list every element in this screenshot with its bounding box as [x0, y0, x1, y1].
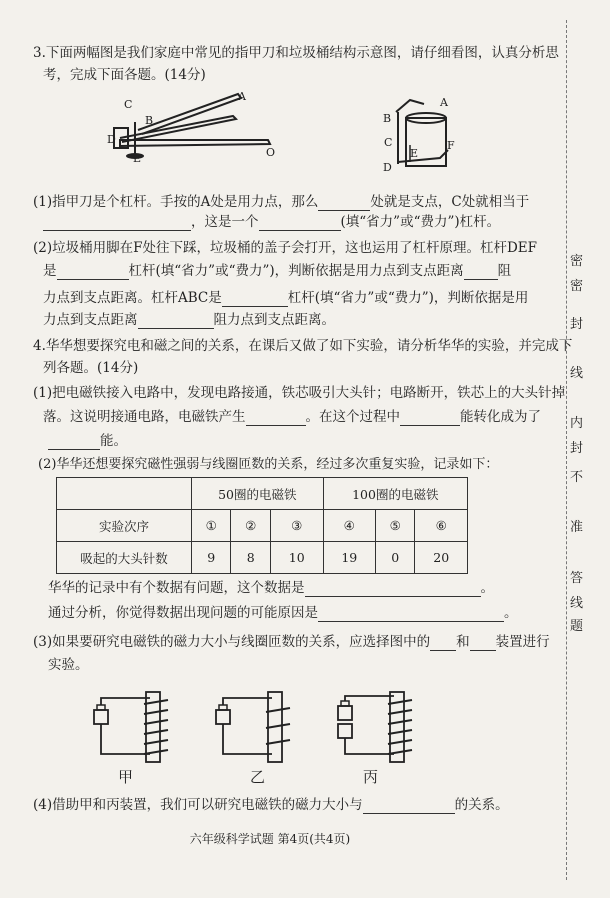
blank-energy-from[interactable]: [400, 411, 460, 426]
circuit-label-yi: 乙: [250, 768, 266, 786]
q3-heading-line2: 考，完成下面各题。(14分): [43, 67, 206, 83]
circuit-label-bing: 丙: [363, 768, 379, 786]
q4-p3-text-b: 和: [456, 634, 470, 650]
trash-label-b: B: [383, 112, 392, 125]
count-cell: 19: [323, 542, 375, 574]
q4-p1-text-c: 。在这个过程中: [305, 409, 400, 425]
clipper-label-e: E: [133, 152, 142, 165]
q3-p1-text-b: 处就是支点，C处就相当于: [370, 194, 530, 210]
count-cell: 9: [192, 542, 231, 574]
circuit-label-jia: 甲: [118, 768, 134, 786]
q4-heading-line1: 4.华华想要探究电和磁之间的关系，在课后又做了如下实验，请分析华华的实验，并完成下: [33, 338, 573, 354]
q3-p2-text-f: 杠杆(填“省力”或“费力”)，判断依据是用: [287, 290, 529, 306]
q3-part1-line1: [33, 193, 529, 211]
period: 。: [480, 580, 494, 596]
period: 。: [504, 605, 518, 621]
q4-p3-text-c: 装置进行: [495, 634, 550, 650]
table-corner-cell: [57, 478, 192, 510]
q3-p1-text-a: (1)指甲刀是个杠杆。手按的A处是用力点，那么: [33, 194, 319, 210]
seal-char: 密: [570, 279, 584, 294]
blank-reason[interactable]: [318, 607, 504, 622]
seal-char: 线: [570, 596, 584, 611]
group-100-header: 100圈的电磁铁: [323, 478, 467, 510]
q3-p2-text-b: 是: [43, 263, 57, 279]
seal-char: 题: [570, 619, 584, 634]
q4-p4-text-a: (4)借助甲和丙装置，我们可以研究电磁铁的磁力大小与: [33, 797, 363, 813]
blank-fulcrum[interactable]: [318, 196, 370, 211]
q4-part2-intro: (2)华华还想要探究磁性强弱与线圈匝数的关系，经过多次重复实验，记录如下：: [38, 457, 499, 472]
trash-label-f: F: [447, 139, 455, 152]
trial-cell: ②: [231, 510, 270, 542]
blank-lever-def[interactable]: [57, 265, 129, 280]
blank-magnetism[interactable]: [246, 411, 306, 426]
trash-can-figure: [380, 90, 470, 175]
group-50-header: 50圈的电磁铁: [192, 478, 324, 510]
q3-p2-text-e: 力点到支点距离。杠杆ABC是: [43, 290, 222, 306]
blank-lever-abc[interactable]: [222, 292, 288, 307]
count-cell: 8: [231, 542, 270, 574]
q3-part2-line1: (2)垃圾桶用脚在F处往下踩，垃圾桶的盖子会打开，这也运用了杠杆原理。杠杆DEF: [33, 240, 538, 256]
q4-part2-line3: [48, 604, 518, 622]
q3-p2-text-c: 杠杆(填“省力”或“费力”)，判断依据是用力点到支点距离: [128, 263, 464, 279]
blank-variable[interactable]: [363, 799, 455, 814]
q3-p2-text-h: 阻力点到支点距离。: [213, 312, 335, 328]
count-cell: 10: [270, 542, 323, 574]
blank-device-1[interactable]: [430, 636, 456, 651]
trash-label-e: E: [410, 147, 419, 160]
seal-char: 封: [570, 441, 584, 456]
seal-char: 不: [570, 470, 584, 485]
seal-char: 密: [570, 254, 584, 269]
q3-part1-line2: [43, 213, 500, 231]
clipper-label-a: A: [238, 90, 246, 103]
count-row-label: 吸起的大头针数: [57, 542, 192, 574]
trial-cell: ⑥: [415, 510, 468, 542]
clipper-label-o: O: [266, 146, 276, 159]
q3-part2-line3: [43, 289, 528, 307]
q4-p4-text-b: 的关系。: [454, 797, 509, 813]
trial-row-label: 实验次序: [57, 510, 192, 542]
q4-heading-line2: 列各题。(14分): [43, 360, 139, 376]
seal-dashed-line: [566, 20, 567, 880]
q4-part1-line3: [48, 432, 127, 450]
q4-part2-line2: [48, 579, 494, 597]
trash-label-d: D: [383, 161, 392, 174]
blank-point-c[interactable]: [43, 216, 191, 231]
trial-cell: ④: [323, 510, 375, 542]
clipper-label-c: C: [124, 98, 133, 111]
trial-cell: ③: [270, 510, 323, 542]
seal-char: 线: [570, 366, 584, 381]
seal-char: 内: [570, 416, 584, 431]
q4-part4-line: [33, 796, 509, 814]
seal-char: 答: [570, 571, 584, 586]
blank-compare-1[interactable]: [464, 265, 498, 280]
experiment-table: [56, 477, 468, 574]
circuit-bing: [332, 688, 424, 768]
q3-p1-text-d: (填“省力”或“费力”)杠杆。: [340, 214, 501, 230]
count-cell: 20: [415, 542, 468, 574]
table-row: [57, 542, 468, 574]
blank-energy-to[interactable]: [48, 435, 100, 450]
blank-device-2[interactable]: [470, 636, 496, 651]
q3-p2-text-g: 力点到支点距离: [43, 312, 138, 328]
page-footer: 六年级科学试题 第4页(共4页): [189, 832, 351, 846]
q4-part1-line2: [43, 408, 541, 426]
q3-heading-line1: 3.下面两幅图是我们家庭中常见的指甲刀和垃圾桶结构示意图，请仔细看图，认真分析思: [33, 45, 559, 61]
q3-p2-text-d: 阻: [497, 263, 512, 279]
trash-label-a: A: [440, 96, 448, 109]
q4-p2-text-c: 通过分析，你觉得数据出现问题的可能原因是: [48, 605, 318, 621]
q3-part2-line4: [43, 311, 335, 329]
q4-p1-text-e: 能。: [100, 433, 127, 449]
blank-compare-2[interactable]: [138, 314, 214, 329]
seal-char: 封: [570, 317, 584, 332]
count-cell: 0: [376, 542, 415, 574]
circuit-jia: [88, 688, 180, 768]
trial-cell: ①: [192, 510, 231, 542]
q4-part3-line1: [33, 633, 550, 651]
clipper-label-b: B: [145, 114, 154, 127]
circuit-yi: [210, 688, 302, 768]
blank-lever-type-1[interactable]: [259, 216, 341, 231]
clipper-label-d: D: [107, 133, 116, 146]
q3-p1-text-c: ，这是一个: [191, 214, 259, 230]
q4-part3-line2: 实验。: [48, 657, 89, 673]
q4-p1-text-d: 能转化成为了: [460, 409, 541, 425]
table-row: [57, 510, 468, 542]
q4-p1-text-b: 落。这说明接通电路，电磁铁产生: [43, 409, 246, 425]
seal-char: 准: [570, 520, 584, 535]
trash-label-c: C: [384, 136, 393, 149]
q3-part2-line2: [43, 262, 511, 280]
table-header-row: [57, 478, 468, 510]
q4-part1-line1: (1)把电磁铁接入电路中，发现电路接通，铁芯吸引大头针；电路断开，铁芯上的大头针掉: [33, 385, 566, 401]
trial-cell: ⑤: [376, 510, 415, 542]
q4-p2-text-b: 华华的记录中有个数据有问题，这个数据是: [48, 580, 305, 596]
q4-p3-text-a: (3)如果要研究电磁铁的磁力大小与线圈匝数的关系，应选择图中的: [33, 634, 431, 650]
blank-bad-data[interactable]: [305, 582, 481, 597]
